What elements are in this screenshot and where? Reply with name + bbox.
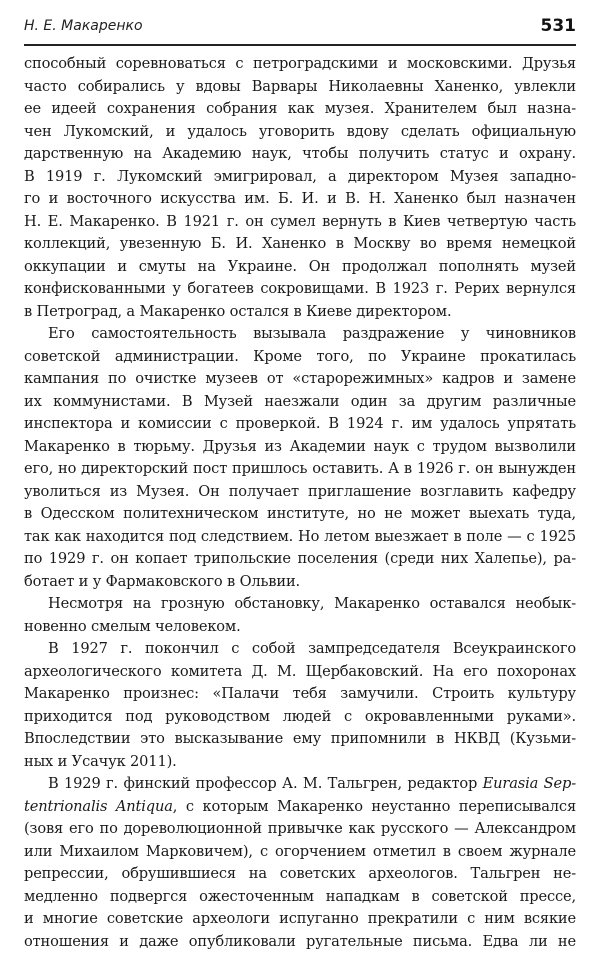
text-line: приходится под руководством людей с окровавленными руками». — [24, 706, 576, 729]
text-line: дарственную на Академию наук, чтобы получить статус и охрану. — [24, 143, 576, 166]
text-line: их коммунистами. В Музей наезжали один за другим различные — [24, 391, 576, 414]
text-line: в Петроград, а Макаренко остался в Киеве директором. — [24, 301, 576, 324]
text-line: или Михаилом Марковичем), с огорчением отметил в своем журнале — [24, 841, 576, 864]
text-line: советской администрации. Кроме того, по Украине прокатилась — [24, 346, 576, 369]
text-line: Макаренко произнес: «Палачи тебя замучили. Строить культуру — [24, 683, 576, 706]
text-line: ботает и у Фармаковского в Ольвии. — [24, 571, 576, 594]
text-line: уволиться из Музея. Он получает приглашение возглавить кафедру — [24, 481, 576, 504]
text-line: часто собирались у вдовы Варвары Николаевны Ханенко, увлекли — [24, 76, 576, 99]
body-text — [24, 53, 576, 891]
text-line: кампания по очистке музеев от «старорежимных» кадров и замене — [24, 368, 576, 391]
text-line: Макаренко в тюрьму. Друзья из Академии наук с трудом вызволили — [24, 436, 576, 459]
text-line: го и восточного искусства им. Б. И. и В. Н. Ханенко был назначен — [24, 188, 576, 211]
text-line: ных и Усачук 2011). — [24, 751, 576, 774]
text-line: археологического комитета Д. М. Щербаковский. На его похоронах — [24, 661, 576, 684]
text-line: в Одесском политехническом институте, но не может выехать туда, — [24, 503, 576, 526]
running-head: Н. Е. Макаренко — [24, 18, 143, 34]
text-line: Несмотря на грозную обстановку, Макаренко оставался необык- — [24, 593, 576, 616]
text-line: и многие советские археологи испуганно прекратили с ним всякие — [24, 908, 576, 931]
text-line: В 1927 г. покончил с собой зампредседателя Всеукраинского — [24, 638, 576, 661]
text-line: новенно смелым человеком. — [24, 616, 576, 639]
text-line: чен Лукомский, и удалось уговорить вдову сделать официальную — [24, 121, 576, 144]
text-line: Впоследствии это высказывание ему припомнили в НКВД (Кузьми- — [24, 728, 576, 751]
text-line: В 1929 г. финский профессор А. М. Тальгрен, редактор Eurasia Sep- — [24, 773, 576, 796]
text-line: tentrionalis Antiqua, с которым Макаренко неустанно переписывался — [24, 796, 576, 819]
text-line: так как находится под следствием. Но летом выезжает в поле — с 1925 — [24, 526, 576, 549]
text-line: по 1929 г. он копает трипольские поселения (среди них Халепье), ра- — [24, 548, 576, 571]
text-line: инспектора и комиссии с проверкой. В 1924 г. им удалось упрятать — [24, 413, 576, 436]
text-line: Н. Е. Макаренко. В 1921 г. он сумел вернуть в Киев четвертую часть — [24, 211, 576, 234]
text-line: ее идеей сохранения собрания как музея. Хранителем был назна- — [24, 98, 576, 121]
text-line: оккупации и смуты на Украине. Он продолжал пополнять музей — [24, 256, 576, 279]
page-header — [24, 18, 576, 44]
text-line: коллекций, увезенную Б. И. Ханенко в Москву во время немецкой — [24, 233, 576, 256]
text-line: медленно подвергся ожесточенным нападкам в советской прессе, — [24, 886, 576, 909]
text-line: В 1919 г. Лукомский эмигрировал, а директором Музея западно- — [24, 166, 576, 189]
text-line: (зовя его по дореволюционной привычке как русского — Александром — [24, 818, 576, 841]
page-number: 531 — [541, 16, 577, 36]
text-line: способный соревноваться с петроградскими и московскими. Друзья — [24, 53, 576, 76]
text-line: отношения и даже опубликовали ругательные письма. Едва ли не — [24, 931, 576, 953]
text-line: Его самостоятельность вызывала раздражение у чиновников — [24, 323, 576, 346]
text-line: конфискованными у богатеев сокровищами. В 1923 г. Рерих вернулся — [24, 278, 576, 301]
header-rule — [24, 44, 576, 46]
text-line: его, но директорский пост пришлось оставить. А в 1926 г. он вынужден — [24, 458, 576, 481]
text-line: репрессии, обрушившиеся на советских археологов. Тальгрен не- — [24, 863, 576, 886]
